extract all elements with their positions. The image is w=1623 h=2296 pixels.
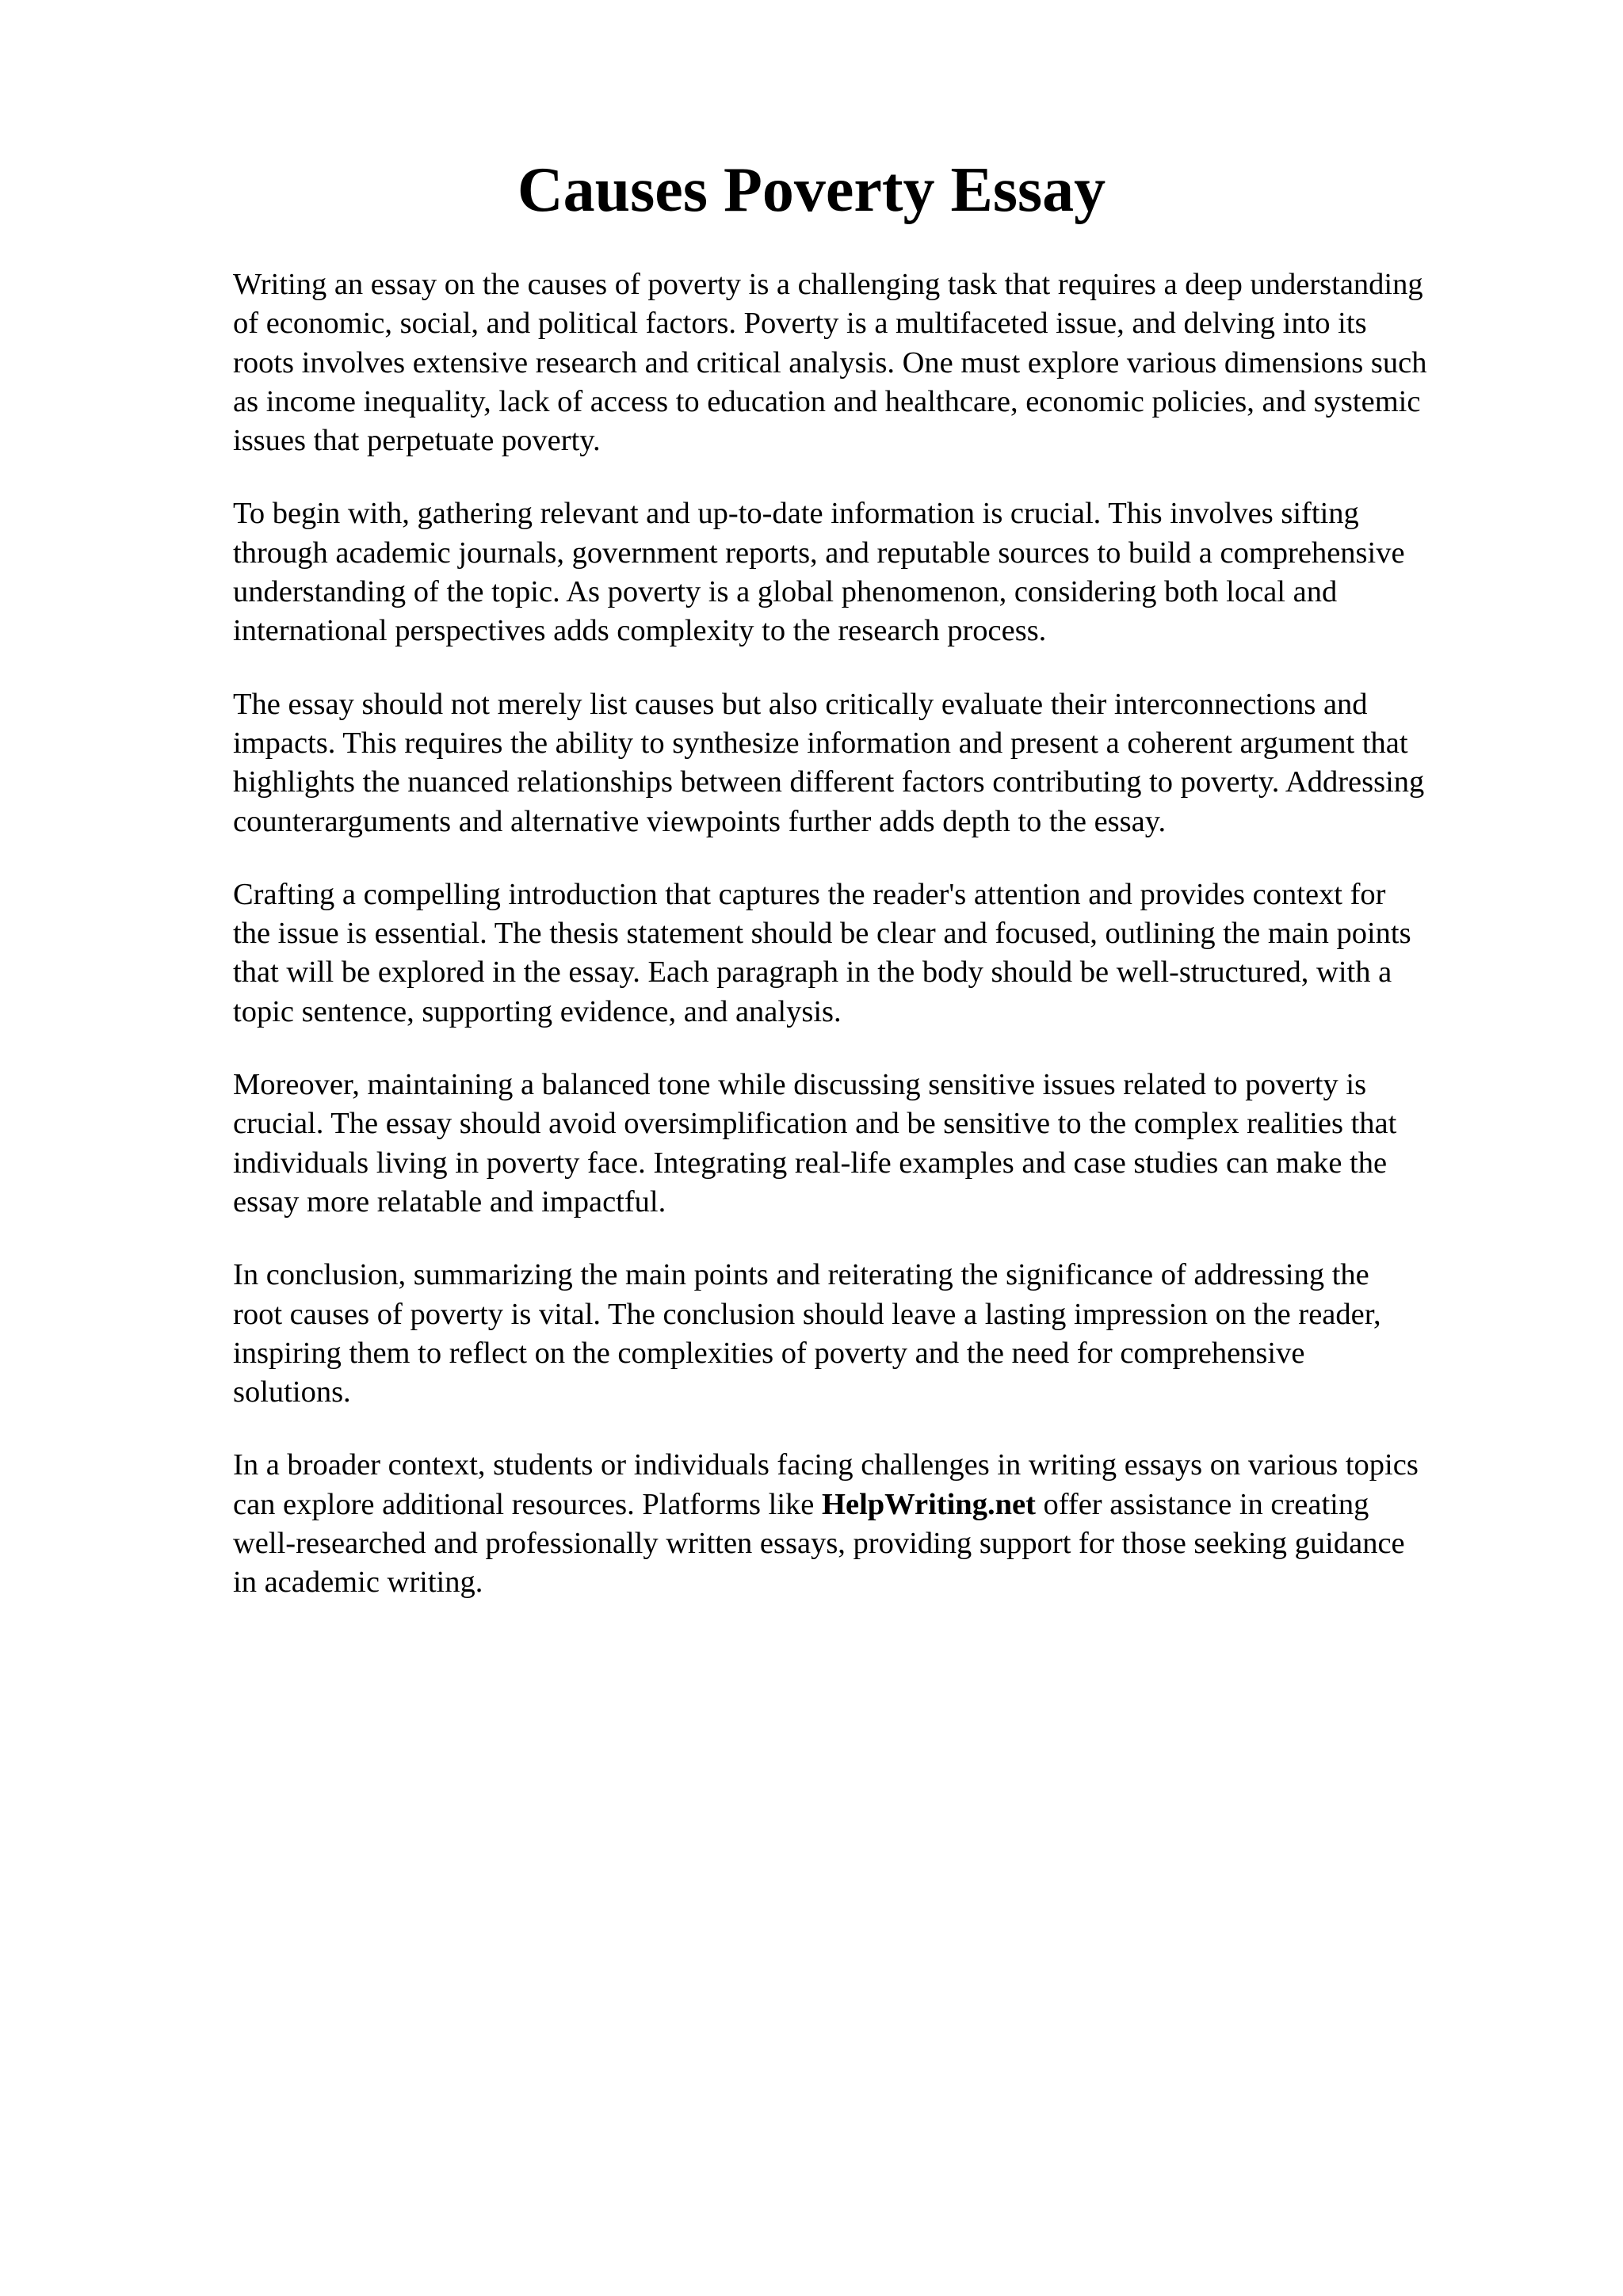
text-line: To begin with, gathering relevant and up-to-date information is crucial. This involves sifting xyxy=(233,497,1359,531)
text-line: crucial. The essay should avoid oversimplification and be sensitive to the complex realities that xyxy=(233,1107,1397,1141)
paragraph-7 xyxy=(233,1446,1533,1602)
text-line: inspiring them to reflect on the complexities of poverty and the need for comprehensive xyxy=(233,1336,1305,1370)
text-line: highlights the nuanced relationships between different factors contributing to poverty. Addressing xyxy=(233,765,1425,799)
text-line: The essay should not merely list causes but also critically evaluate their interconnections and xyxy=(233,687,1368,721)
text-line: Moreover, maintaining a balanced tone while discussing sensitive issues related to poverty is xyxy=(233,1068,1367,1102)
helpwriting-link[interactable]: HelpWriting.net xyxy=(822,1487,1036,1521)
text-segment: can explore additional resources. Platforms like xyxy=(233,1487,823,1521)
text-segment: offer assistance in creating xyxy=(1035,1487,1369,1521)
text-line: In a broader context, students or individuals facing challenges in writing essays on various topics xyxy=(233,1448,1419,1482)
paragraph-6 xyxy=(233,1256,1533,1412)
text-line: well-researched and professionally written essays, providing support for those seeking guidance xyxy=(233,1527,1405,1561)
paragraph-3 xyxy=(233,685,1533,841)
text-line: in academic writing. xyxy=(233,1566,483,1600)
paragraph-1 xyxy=(233,265,1533,460)
text-line: root causes of poverty is vital. The conclusion should leave a lasting impression on the reader, xyxy=(233,1297,1381,1331)
text-line: topic sentence, supporting evidence, and analysis. xyxy=(233,994,842,1028)
text-line: as income inequality, lack of access to education and healthcare, economic policies, and systemic xyxy=(233,384,1421,418)
text-line: understanding of the topic. As poverty is a global phenomenon, considering both local and xyxy=(233,575,1338,609)
text-line: individuals living in poverty face. Integrating real-life examples and case studies can make the xyxy=(233,1146,1388,1180)
text-line: through academic journals, government reports, and reputable sources to build a comprehensive xyxy=(233,536,1405,570)
text-line: of economic, social, and political factors. Poverty is a multifaceted issue, and delving into its xyxy=(233,307,1367,341)
page-title: Causes Poverty Essay xyxy=(517,155,1106,225)
text-line: international perspectives adds complexity to the research process. xyxy=(233,614,1047,648)
text-line: impacts. This requires the ability to synthesize information and present a coherent argument that xyxy=(233,726,1408,760)
text-line: essay more relatable and impactful. xyxy=(233,1184,666,1219)
text-line: Crafting a compelling introduction that captures the reader's attention and provides context for xyxy=(233,877,1386,911)
text-line: the issue is essential. The thesis statement should be clear and focused, outlining the main points xyxy=(233,917,1411,951)
text-line xyxy=(233,1486,1533,1524)
paragraph-4 xyxy=(233,875,1533,1032)
text-line: Writing an essay on the causes of poverty is a challenging task that requires a deep understanding xyxy=(233,268,1423,301)
text-line: In conclusion, summarizing the main points and reiterating the significance of addressing the xyxy=(233,1258,1369,1292)
essay-body xyxy=(233,265,1533,1603)
paragraph-5 xyxy=(233,1066,1533,1222)
text-line: roots involves extensive research and critical analysis. One must explore various dimensions such xyxy=(233,345,1427,379)
text-line: counterarguments and alternative viewpoints further adds depth to the essay. xyxy=(233,804,1167,838)
text-line: that will be explored in the essay. Each paragraph in the body should be well-structured, with a xyxy=(233,955,1392,990)
text-line: solutions. xyxy=(233,1375,351,1409)
text-line: issues that perpetuate poverty. xyxy=(233,424,601,458)
paragraph-2 xyxy=(233,494,1533,650)
